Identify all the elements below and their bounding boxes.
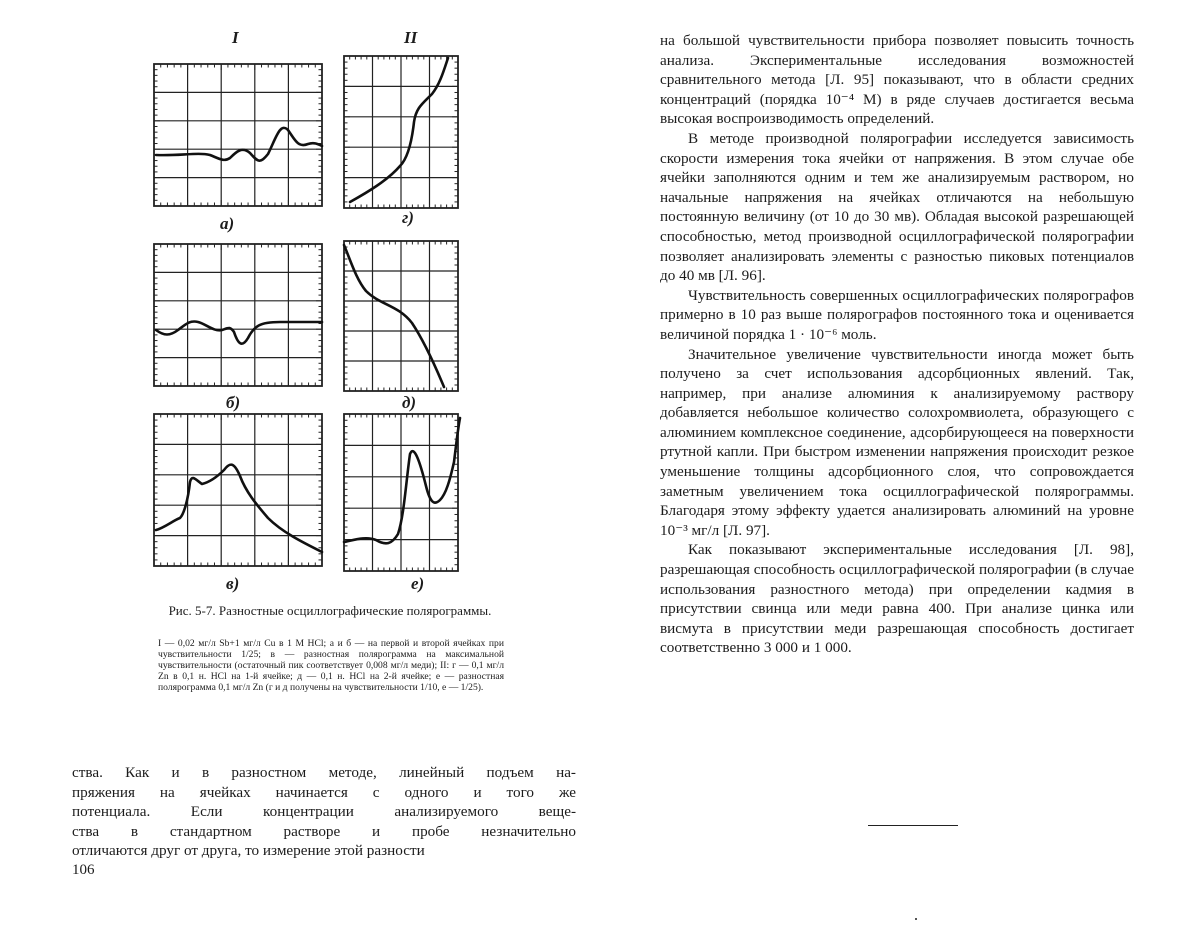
right-column-text	[660, 31, 1134, 658]
panel-label-v: в)	[226, 574, 240, 593]
right-paragraph: Как показывают экспериментальные исследования [Л. 98], разрешающая способность осциллографической полярографии (в случае использования разностного метода) при определении кадмия в присутствии свинца или меди равна 400. При анализе цинка или висмута в присутствии меди разрешающая способность достигает соответственно 3 000 и 1 000.	[660, 541, 1134, 657]
figure-column-title-ii: II	[404, 28, 418, 47]
panel-label-d: д)	[402, 393, 417, 412]
figure-caption-title: Рис. 5-7. Разностные осциллографические полярограммы.	[168, 603, 492, 618]
oscillogram-panel-e	[340, 410, 462, 575]
left-text-line: ства в стандартном растворе и пробе незначительно	[72, 822, 576, 840]
grid	[154, 244, 322, 386]
trace	[344, 418, 460, 543]
trace	[156, 128, 322, 161]
right-paragraph: Значительное увеличение чувствительности иногда может быть получено за счет использования адсорбционных явлений. Так, например, при анализе алюминия к анализируемому раствору добавляется небольшое количество солохромвиолета, образующего с алюминием комплексное соединение, адсорбирующееся на поверхности ртутной капли. При быстром изменении напряжения происходит резкое уменьшение толщины адсорбционного слоя, что сопровождается заметным увеличением тока осциллографической полярограммы. Благодаря этому эффекту удается анализировать алюминий на уровне 10⁻³ мг/л [Л. 97].	[660, 345, 1134, 539]
grid	[344, 414, 458, 571]
grid	[154, 414, 322, 566]
trace	[156, 465, 322, 552]
panel-label-b: б)	[226, 393, 241, 412]
panel-label-a: а)	[220, 214, 235, 233]
figure-caption-body: I — 0,02 мг/л Sb+1 мг/л Cu в 1 M HCl; а и б — на первой и второй ячейках при чувствительности 1/25; в — разностная полярограмма на максимальной чувствительности (остаточный пик соответствует 0,008 мг/л меди); II: г — 0,1 мг/л Zn в 0,1 н. HCl на 1-й ячейке; д — 0,1 н. HCl на 2-й ячейке; е — разностная полярограмма 0,1 мг/л Zn (г и д получены на чувствительности 1/10, е — 1/25).	[158, 638, 504, 693]
panel-label-g: г)	[402, 208, 414, 227]
oscillogram-panel-b	[150, 240, 326, 390]
oscillogram-panel-g	[340, 52, 462, 212]
left-text-line: пряжения на ячейках начинается с одного и того же	[72, 783, 576, 801]
left-text-line: ства. Как и в разностном методе, линейный подъем на-	[72, 764, 576, 781]
oscillogram-panel-d	[340, 237, 462, 395]
oscillogram-panel-a	[150, 60, 326, 210]
left-text-line: потенциала. Если концентрации анализируемого веще-	[72, 803, 576, 820]
print-speck	[915, 918, 917, 920]
panel-label-e: е)	[411, 574, 425, 593]
left-column-text	[72, 763, 576, 861]
grid	[344, 241, 458, 391]
trace	[350, 58, 448, 202]
figure-column-title-i: I	[232, 28, 239, 47]
oscillogram-panel-v	[150, 410, 326, 570]
left-text-line: отличаются друг от друга, то измерение этой разности	[72, 842, 425, 859]
trace	[156, 321, 322, 343]
section-end-rule	[868, 825, 958, 826]
grid	[154, 64, 322, 206]
right-paragraph: на большой чувствительности прибора позволяет повысить точность анализа. Экспериментальные исследования возможностей сравнительного метода [Л. 95] показывают, что в области средних концентраций (порядка 10⁻⁴ M) в ряде случаев достигается весьма высокая воспроизводимость определений.	[660, 32, 1134, 128]
page-number: 106	[72, 862, 95, 878]
right-paragraph: Чувствительность совершенных осциллографических полярографов примерно в 10 раз выше полярографов постоянного тока и оценивается величиной порядка 1 · 10⁻⁶ моль.	[660, 286, 1134, 343]
right-paragraph: В методе производной полярографии исследуется зависимость скорости измерения тока ячейки от напряжения. В этом случае обе ячейки заполняются одним и тем же анализируемым раствором, но начальные напряжения на ячейках отличаются на небольшую постоянную величину (от 10 до 30 мв). Обладая высокой разрешающей способностью, метод производной осциллографической полярографии позволяет анализировать элементы с разностью пиковых потенциалов до 40 мв [Л. 96].	[660, 129, 1134, 285]
